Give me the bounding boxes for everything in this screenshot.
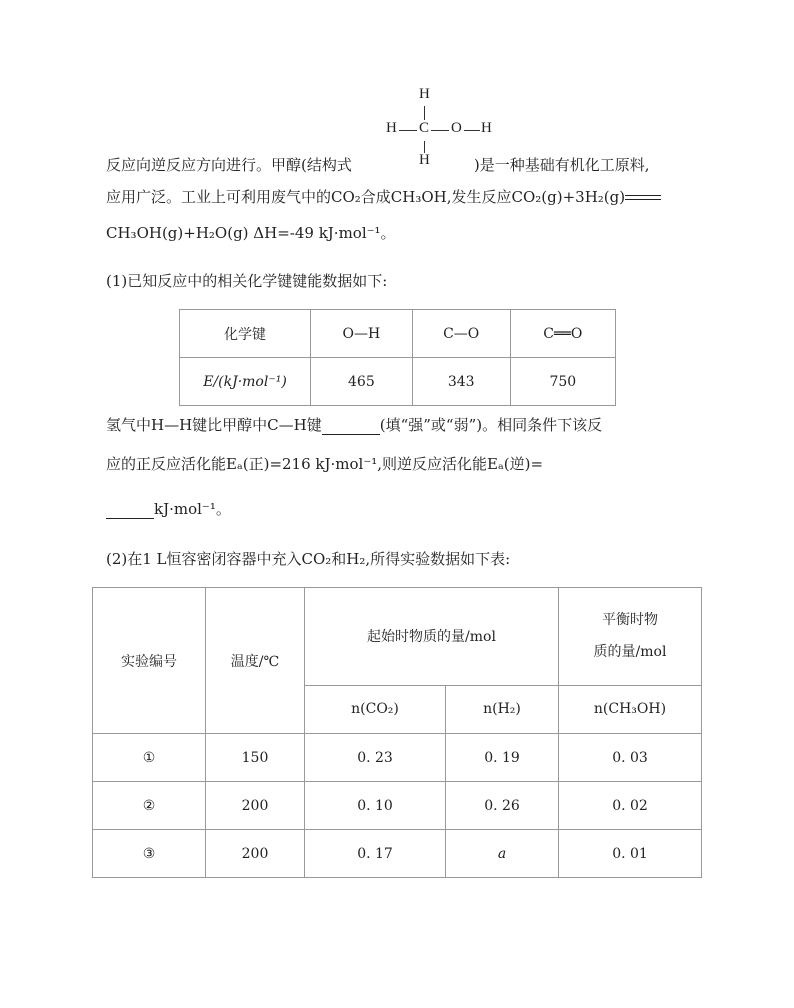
intro-line-1: [106, 155, 649, 175]
equilibrium-arrow-icon: [625, 193, 661, 203]
table-header-cell: 温度/℃: [206, 588, 305, 734]
table-header-cell: C—O: [412, 310, 510, 358]
table-row: [93, 734, 702, 782]
table-header-cell: [559, 588, 702, 686]
table-cell: 343: [412, 358, 510, 406]
table-row: [93, 782, 702, 830]
table-row: [180, 310, 616, 358]
table-cell: 0. 10: [305, 782, 446, 830]
q1-prompt: (1)已知反应中的相关化学键键能数据如下:: [106, 272, 388, 290]
table-cell: ③: [93, 830, 206, 878]
answer-blank-1[interactable]: [322, 420, 380, 435]
table-cell: 0. 03: [559, 734, 702, 782]
bond-c-o: [431, 130, 449, 131]
q1-text-3-unit: kJ·mol⁻¹。: [154, 500, 231, 518]
table-cell: 0. 23: [305, 734, 446, 782]
intro-line-3: CH₃OH(g)+H₂O(g) ΔH=-49 kJ·mol⁻¹。: [106, 224, 396, 242]
table-header-cell: 起始时物质的量/mol: [305, 588, 559, 686]
experiment-data-table: [92, 587, 702, 878]
table-header-cell: O—H: [311, 310, 413, 358]
q1-text-1b: (填“强”或“弱”)。相同条件下该反: [379, 416, 603, 434]
table-header-cell: n(CO₂): [305, 685, 446, 733]
table-cell: ②: [93, 782, 206, 830]
table-cell: 0. 02: [559, 782, 702, 830]
table-cell: E/(kJ·mol⁻¹): [180, 358, 311, 406]
table-row: [93, 830, 702, 878]
bond-o-h: [464, 130, 480, 131]
bond-energy-table: [179, 309, 616, 406]
bond-h-c: [399, 130, 417, 131]
table-header-cell: C══O: [510, 310, 615, 358]
q1-text-1a: 氢气中H—H键比甲醇中C—H键: [106, 416, 322, 434]
table-cell: ①: [93, 734, 206, 782]
q1-text-2: 应的正反应活化能Eₐ(正)=216 kJ·mol⁻¹,则逆反应活化能Eₐ(逆)=: [106, 455, 544, 473]
table-row: [180, 358, 616, 406]
q1-text-3: [106, 499, 231, 519]
table-cell: 0. 01: [559, 830, 702, 878]
eq-header-line-1: 平衡时物: [602, 612, 658, 629]
intro-line-1a: 反应向逆反应方向进行。甲醇(结构式: [106, 156, 352, 174]
intro-line-2-text: 应用广泛。工业上可利用废气中的CO₂合成CH₃OH,发生反应CO₂(g)+3H₂(g): [106, 188, 626, 206]
q1-text-1: [106, 415, 602, 435]
atom-h-top: H: [419, 86, 430, 102]
intro-line-1b: )是一种基础有机化工原料,: [473, 156, 650, 174]
q2-prompt: (2)在1 L恒容密闭容器中充入CO₂和H₂,所得实验数据如下表:: [106, 550, 511, 568]
atom-h-left: H: [386, 120, 397, 136]
table-cell: 750: [510, 358, 615, 406]
eq-header-line-2: 质的量/mol: [593, 644, 667, 661]
table-cell: a: [446, 830, 559, 878]
bond-c-h-top: [424, 106, 425, 120]
answer-blank-2[interactable]: [106, 504, 154, 519]
table-header-cell: n(CH₃OH): [559, 685, 702, 733]
table-row: [93, 588, 702, 686]
table-cell: 465: [311, 358, 413, 406]
table-header-cell: n(H₂): [446, 685, 559, 733]
atom-h-bottom: H: [419, 152, 430, 168]
table-cell: 0. 17: [305, 830, 446, 878]
table-header-cell: 化学键: [180, 310, 311, 358]
table-cell: 0. 19: [446, 734, 559, 782]
table-header-cell: 实验编号: [93, 588, 206, 734]
intro-line-2: [106, 187, 661, 207]
table-cell: 200: [206, 830, 305, 878]
atom-h-right: H: [481, 120, 492, 136]
atom-o: O: [451, 120, 462, 136]
atom-c: C: [419, 120, 430, 136]
table-cell: 0. 26: [446, 782, 559, 830]
table-cell: 150: [206, 734, 305, 782]
table-cell: 200: [206, 782, 305, 830]
